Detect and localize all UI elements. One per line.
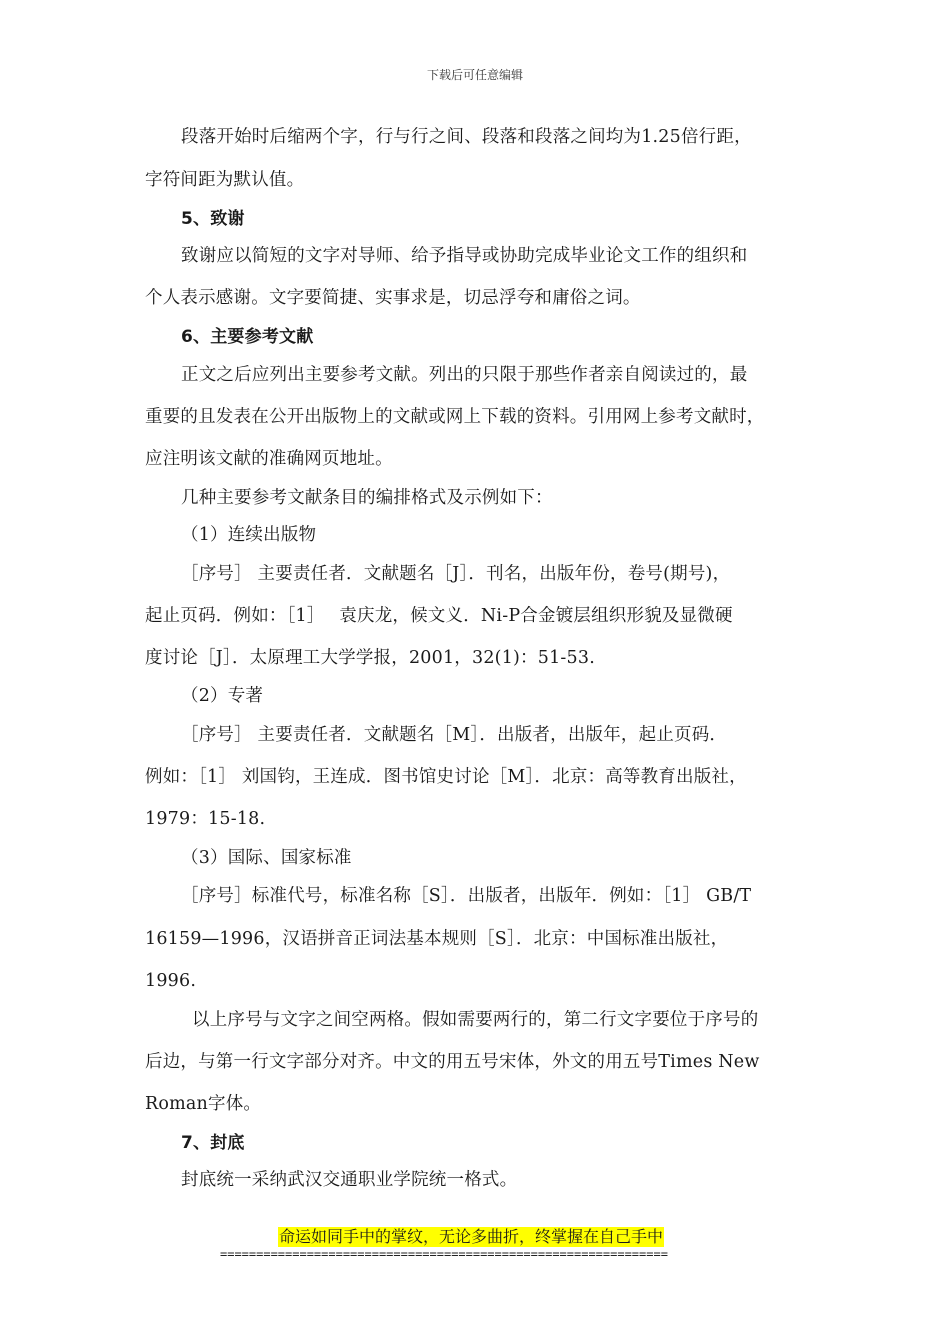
section-heading-back-cover: 7、封底 [181,1133,245,1153]
paragraph-line: 1996. [145,971,197,991]
subheading-monographs: （2）专著 [181,686,264,706]
subheading-standards: （3）国际、国家标准 [181,848,352,868]
page-header-note: 下载后可任意编辑 [426,68,523,82]
subheading-serials: （1）连续出版物 [181,525,317,545]
paragraph-line: 后边，与第一行文字部分对齐。中文的用五号宋体，外文的用五号Times New [145,1052,760,1072]
footer-divider: ============================================================== [220,1247,668,1261]
section-heading-references: 6、主要参考文献 [181,327,314,347]
paragraph-line: 几种主要参考文献条目的编排格式及示例如下： [181,488,553,508]
paragraph-line: 字符间距为默认值。 [145,170,305,190]
paragraph-line: 正文之后应列出主要参考文献。列出的只限于那些作者亲自阅读过的，最 [181,365,748,385]
paragraph-line: 致谢应以简短的文字对导师、给予指导或协助完成毕业论文工作的组织和 [181,246,748,266]
paragraph-line: 度讨论［J］．太原理工大学学报，2001，32(1)：51-53. [145,648,595,668]
paragraph-line: 以上序号与文字之间空两格。假如需要两行的，第二行文字要位于序号的 [192,1010,759,1030]
paragraph-line: 起止页码．例如：［1］ 袁庆龙，候文义．Ni-P合金镀层组织形貌及显微硬 [145,606,733,626]
paragraph-line: 例如：［1］ 刘国钧，王连成．图书馆史讨论［M］．北京：高等教育出版社， [145,767,747,787]
paragraph-line: 个人表示感谢。文字要简捷、实事求是，切忌浮夸和庸俗之词。 [145,288,641,308]
paragraph-line: ［序号］ 主要责任者．文献题名［M］．出版者，出版年，起止页码． [181,725,728,745]
paragraph-line: 1979：15-18. [145,809,266,829]
section-heading-acknowledgements: 5、致谢 [181,209,245,229]
paragraph-line: 重要的且发表在公开出版物上的文献或网上下载的资料。引用网上参考文献时， [145,407,765,427]
paragraph-line: 应注明该文献的准确网页地址。 [145,449,393,469]
footer-motto: 命运如同手中的掌纹，无论多曲折，终掌握在自己手中 [279,1227,664,1246]
paragraph-line: Roman字体。 [145,1094,262,1114]
paragraph-line: ［序号］标准代号，标准名称［S］．出版者，出版年．例如：［1］ GB/T [181,886,752,906]
paragraph-line: 封底统一采纳武汉交通职业学院统一格式。 [181,1170,518,1190]
paragraph-line: 16159—1996，汉语拼音正词法基本规则［S］．北京：中国标准出版社， [145,929,729,949]
paragraph-line: 段落开始时后缩两个字，行与行之间、段落和段落之间均为1.25倍行距， [181,127,752,147]
paragraph-line: ［序号］ 主要责任者．文献题名［J］．刊名，出版年份，卷号(期号)， [181,564,731,584]
